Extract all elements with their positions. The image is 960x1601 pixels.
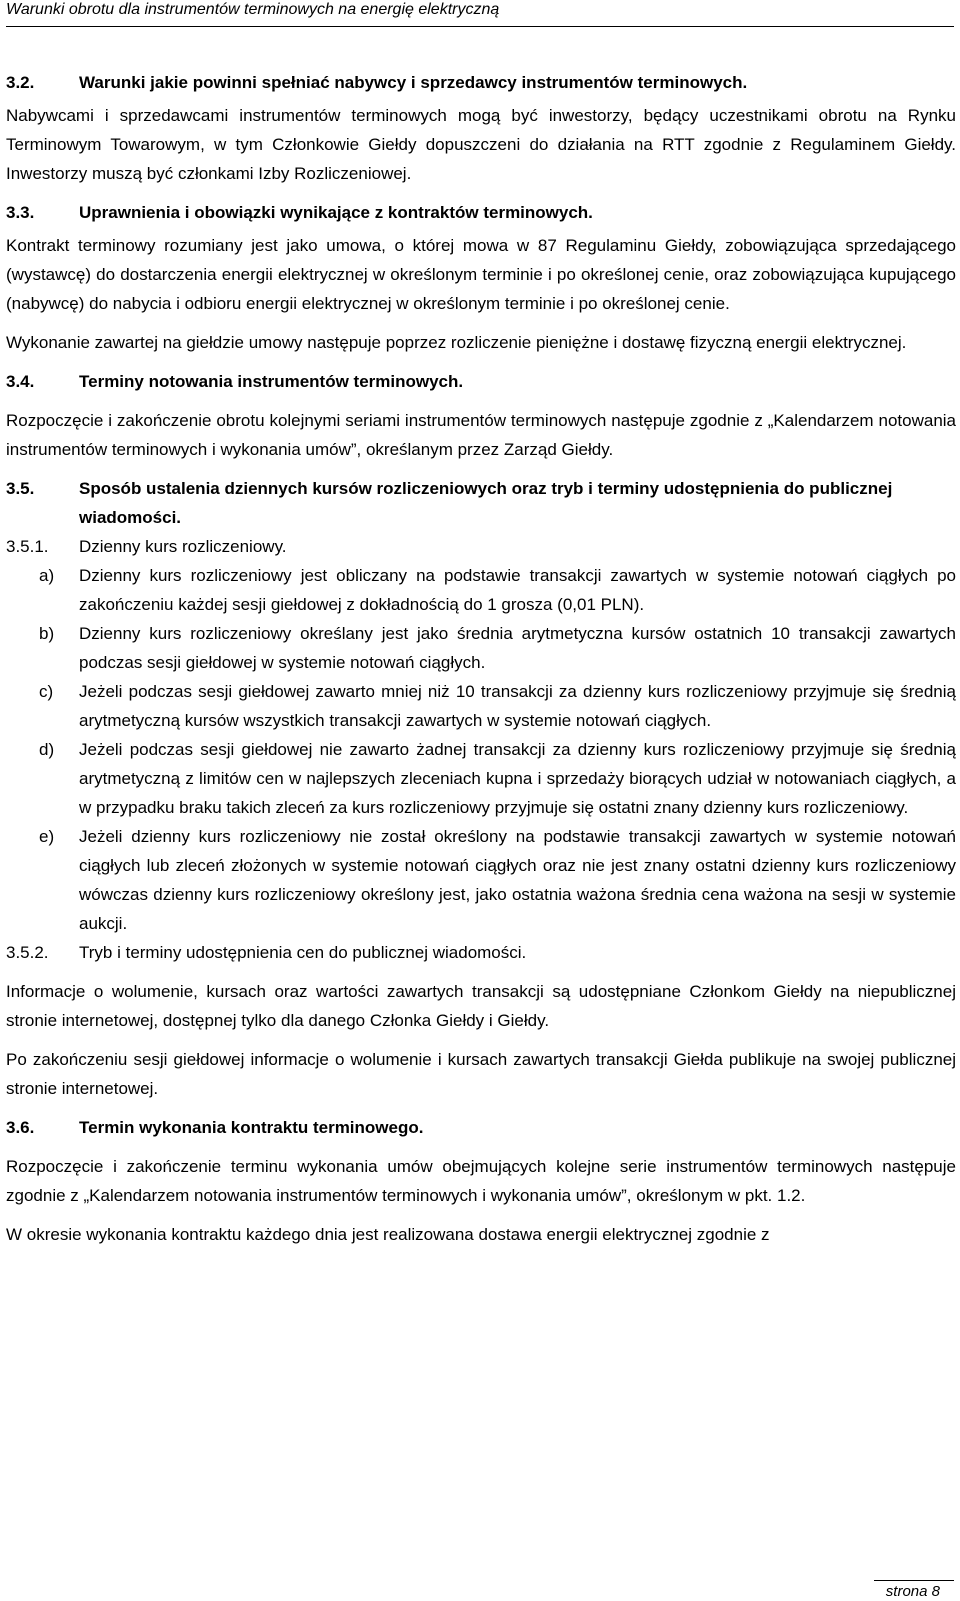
section-title: Sposób ustalenia dziennych kursów rozliczeniowych oraz tryb i terminy udostępnienia do publicznej wiadomości. (79, 479, 893, 527)
paragraph: Rozpoczęcie i zakończenie obrotu kolejnymi seriami instrumentów terminowych następuje zgodnie z „Kalendarzem notowania instrumentów terminowych i wykonania umów”, określanym przez Zarząd Giełdy. (6, 411, 956, 459)
list-item (6, 561, 956, 619)
section-number: 3.5. (6, 479, 35, 498)
subsection-3-5-1-heading (6, 532, 956, 561)
page-number: strona 8 (885, 1583, 940, 1600)
paragraph: Kontrakt terminowy rozumiany jest jako umowa, o której mowa w 87 Regulaminu Giełdy, zobowiązująca sprzedającego (wystawcę) do dostarczenia energii elektrycznej w określonym terminie i po określonej cenie, oraz zobowiązująca kupującego (nabywcę) do nabycia i odbioru energii elektrycznej w określonym terminie i po określonej cenie. (6, 236, 956, 313)
list-item-text: Jeżeli podczas sesji giełdowej zawarto mniej niż 10 transakcji za dzienny kurs rozliczeniowy przyjmuje się średnią arytmetyczną kursów wszystkich transakcji zawartych w systemie notowań ciągłych. (79, 682, 956, 730)
list-item-text: Dzienny kurs rozliczeniowy określany jest jako średnia arytmetyczna kursów ostatnich 10 transakcji zawartych podczas sesji giełdowej w systemie notowań ciągłych. (79, 624, 956, 672)
document-body (6, 68, 956, 1249)
header-title: Warunki obrotu dla instrumentów terminowych na energię elektryczną (6, 1, 500, 18)
list-item-label: e) (39, 827, 55, 846)
list-item-label: a) (39, 566, 55, 585)
subsection-title: Tryb i terminy udostępnienia cen do publicznej wiadomości. (79, 943, 527, 962)
paragraph: W okresie wykonania kontraktu każdego dnia jest realizowana dostawa energii elektrycznej zgodnie z (6, 1225, 770, 1244)
section-number: 3.2. (6, 73, 35, 92)
section-title: Warunki jakie powinni spełniać nabywcy i sprzedawcy instrumentów terminowych. (79, 73, 748, 92)
section-title: Uprawnienia i obowiązki wynikające z kontraktów terminowych. (79, 203, 593, 222)
subsection-3-5-2-heading (6, 938, 956, 967)
section-3-2-heading (6, 68, 956, 97)
list-item-label: c) (39, 682, 54, 701)
header-divider (6, 26, 954, 27)
section-3-6-heading (6, 1113, 956, 1142)
paragraph: Informacje o wolumenie, kursach oraz wartości zawartych transakcji są udostępniane Członkom Giełdy na niepublicznej stronie internetowej, dostępnej tylko dla danego Członka Giełdy i Giełdy. (6, 982, 956, 1030)
section-3-3-heading (6, 198, 956, 227)
list-item (6, 822, 956, 938)
section-number: 3.3. (6, 203, 35, 222)
paragraph: Wykonanie zawartej na giełdzie umowy następuje poprzez rozliczenie pieniężne i dostawę fizyczną energii elektrycznej. (6, 333, 907, 352)
list-item-label: b) (39, 624, 55, 643)
section-3-5-heading (6, 474, 956, 532)
list-item (6, 735, 956, 822)
list-item (6, 619, 956, 677)
subsection-title: Dzienny kurs rozliczeniowy. (79, 537, 287, 556)
subsection-number: 3.5.2. (6, 943, 49, 962)
subsection-number: 3.5.1. (6, 537, 49, 556)
paragraph: Rozpoczęcie i zakończenie terminu wykonania umów obejmujących kolejne serie instrumentów terminowych następuje zgodnie z „Kalendarzem notowania instrumentów terminowych i wykonania umów”, określonym w pkt. 1.2. (6, 1157, 956, 1205)
list-item-label: d) (39, 740, 55, 759)
paragraph: Po zakończeniu sesji giełdowej informacje o wolumenie i kursach zawartych transakcji Giełda publikuje na swojej publicznej stronie internetowej. (6, 1050, 956, 1098)
list-item-text: Dzienny kurs rozliczeniowy jest obliczany na podstawie transakcji zawartych w systemie notowań ciągłych po zakończeniu każdej sesji giełdowej z dokładnością do 1 grosza (0,01 PLN). (79, 566, 956, 614)
section-number: 3.6. (6, 1118, 35, 1137)
section-number: 3.4. (6, 372, 35, 391)
list-item-text: Jeżeli podczas sesji giełdowej nie zawarto żadnej transakcji za dzienny kurs rozliczeniowy przyjmuje się średnią arytmetyczną z limitów cen w najlepszych zleceniach kupna i sprzedaży biorących udział w notowaniach ciągłych, a w przypadku braku takich zleceń za kurs rozliczeniowy przyjmuje się ostatni znany dzienny kurs rozliczeniowy. (79, 740, 956, 817)
list-item-text: Jeżeli dzienny kurs rozliczeniowy nie został określony na podstawie transakcji zawartych w systemie notowań ciągłych lub zleceń złożonych w systemie notowań ciągłych oraz nie jest znany ostatni dzienny kurs rozliczeniowy wówczas dzienny kurs rozliczeniowy określony jest, jako ostatnia ważona średnia cena ważona na sesji w systemie aukcji. (79, 827, 956, 933)
paragraph: Nabywcami i sprzedawcami instrumentów terminowych mogą być inwestorzy, będący uczestnikami obrotu na Rynku Terminowym Towarowym, w tym Członkowie Giełdy dopuszczeni do działania na RTT zgodnie z Regulaminem Giełdy. Inwestorzy muszą być członkami Izby Rozliczeniowej. (6, 106, 956, 183)
section-3-4-heading (6, 367, 956, 396)
section-title: Terminy notowania instrumentów terminowych. (79, 372, 464, 391)
list-item (6, 677, 956, 735)
section-title: Termin wykonania kontraktu terminowego. (79, 1118, 424, 1137)
footer-divider (874, 1580, 954, 1581)
